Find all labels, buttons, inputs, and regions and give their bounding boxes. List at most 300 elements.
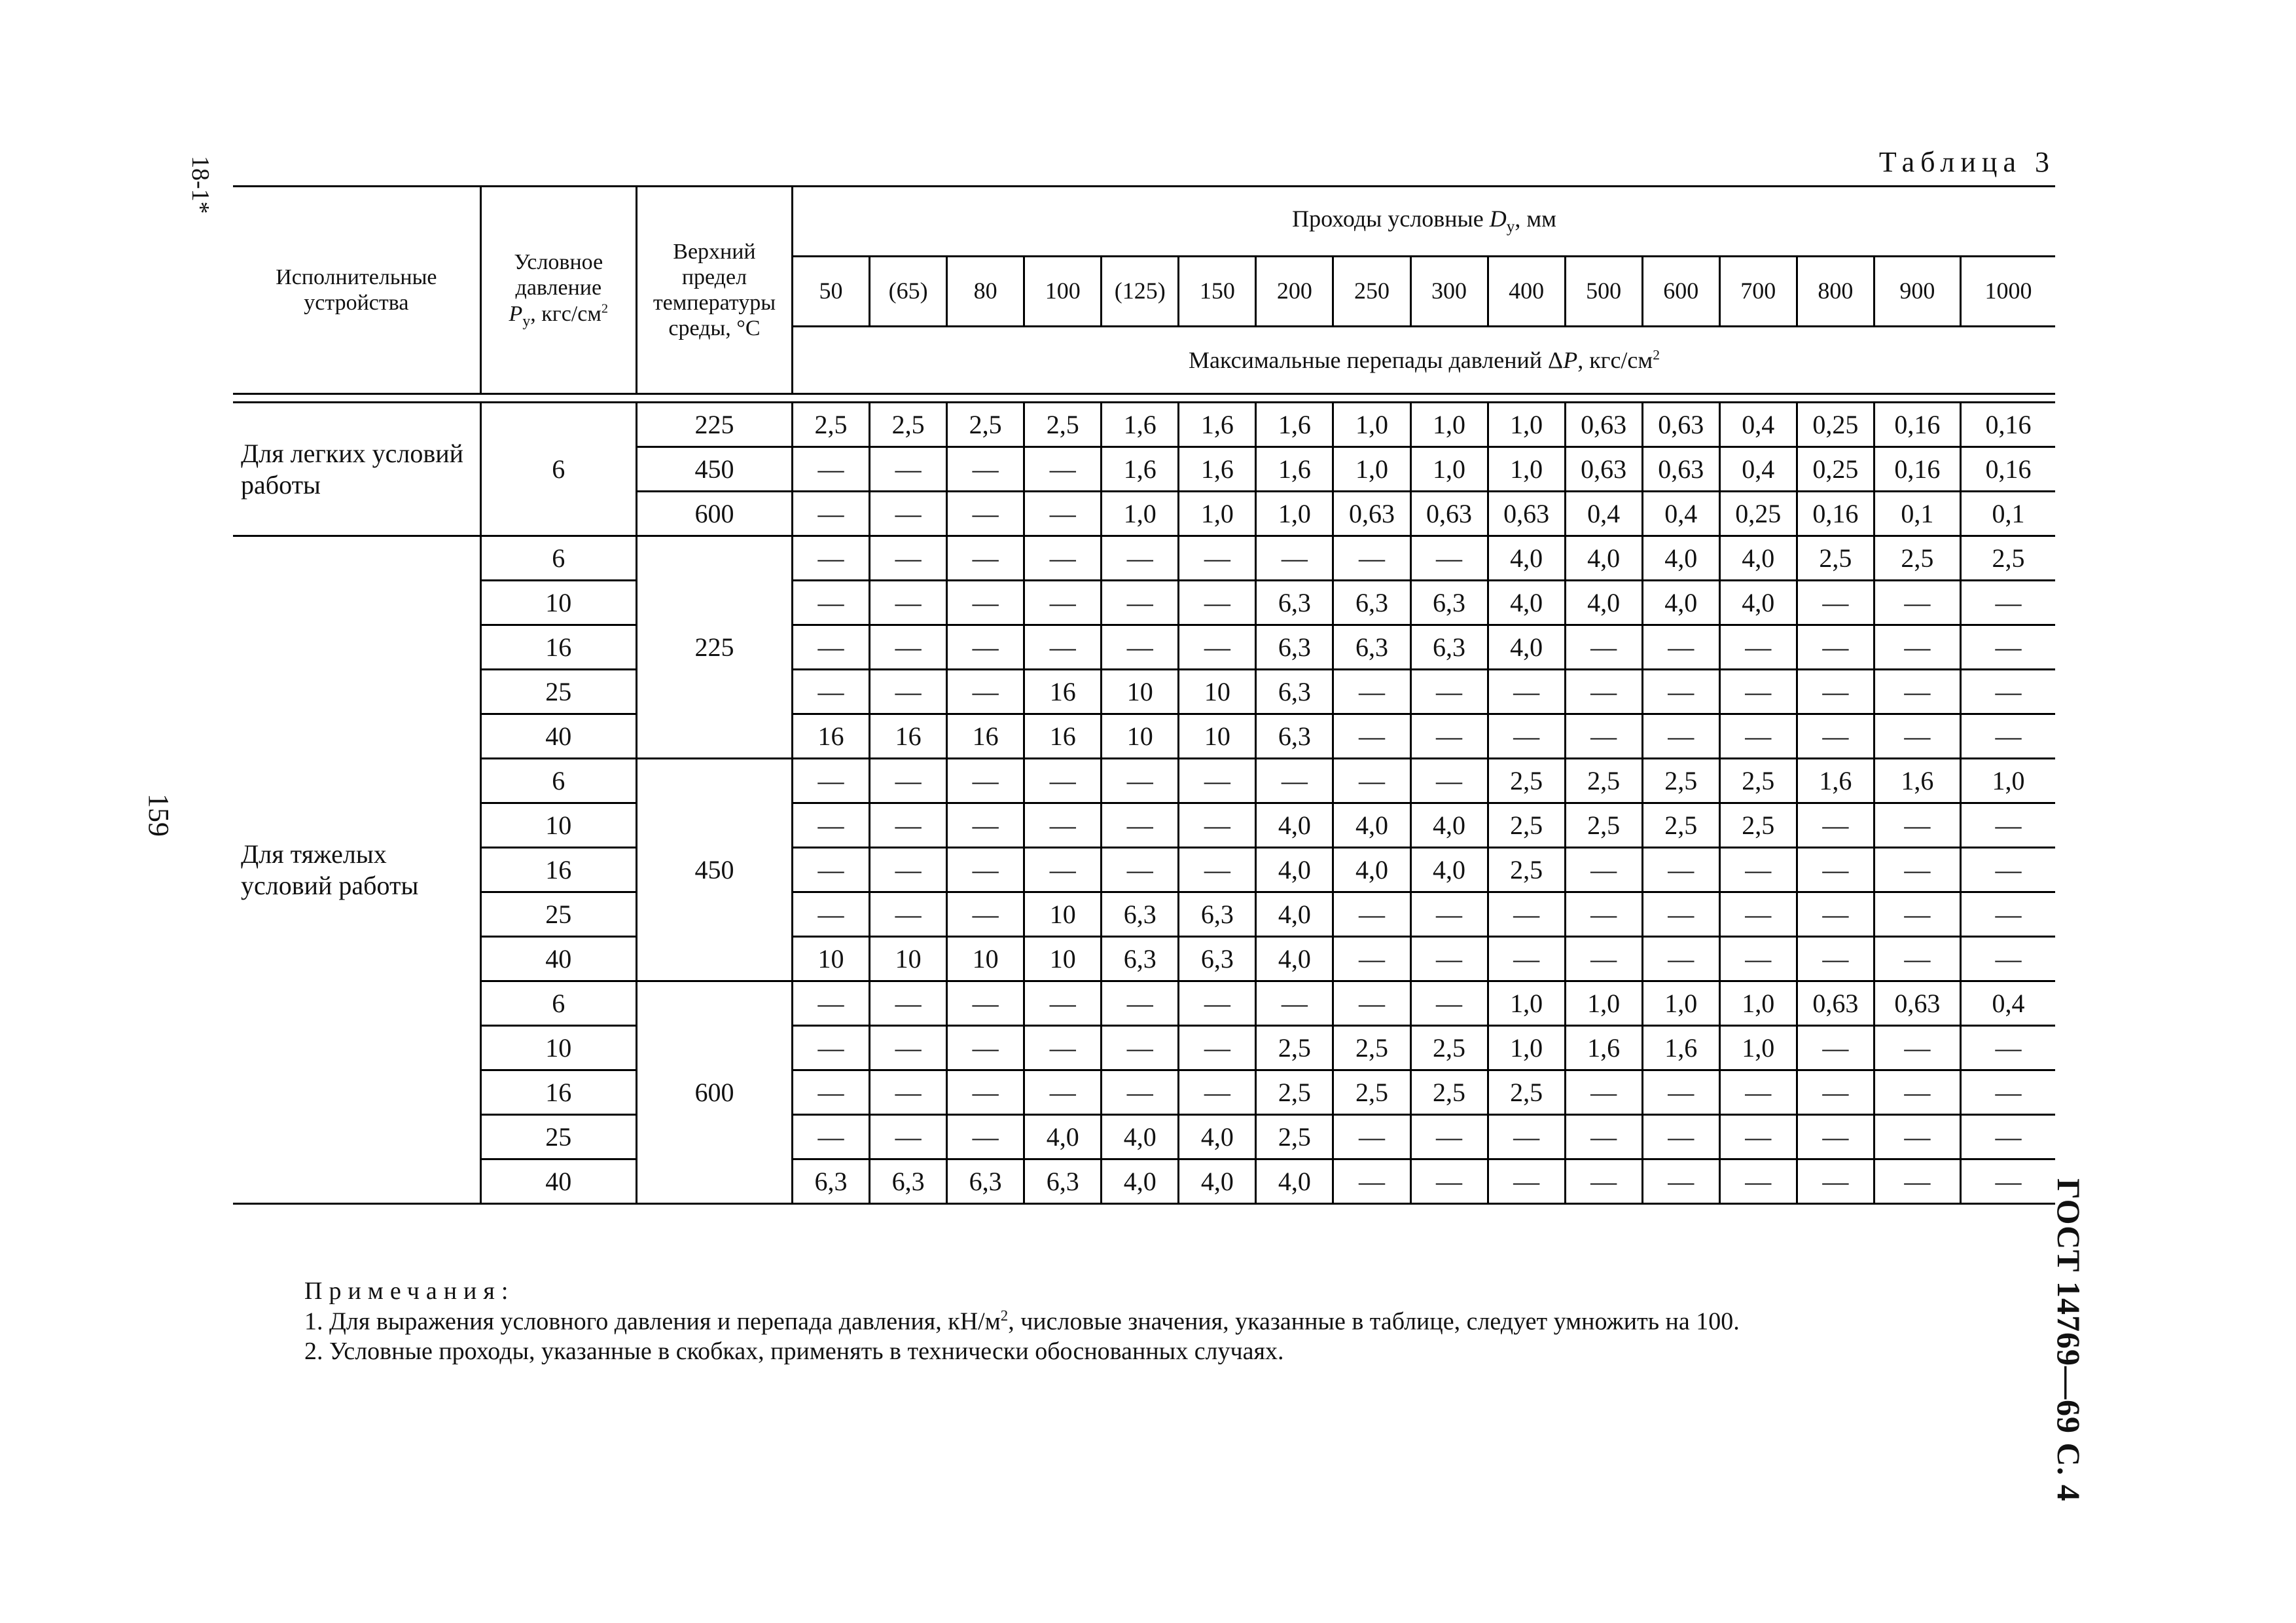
pressure-drop-value: —	[1565, 1115, 1642, 1159]
pressure-drop-value: 2,5	[1719, 759, 1797, 803]
pressure-drop-value: —	[1874, 848, 1960, 892]
pressure-drop-value: 1,6	[1565, 1026, 1642, 1070]
pressure-drop-value: 1,0	[1102, 492, 1179, 536]
table-body	[233, 403, 2055, 1204]
pressure-cell: 40	[480, 1159, 636, 1204]
pressure-drop-value: —	[947, 759, 1024, 803]
pressure-drop-value: 6,3	[1256, 625, 1333, 670]
pressure-drop-value: —	[1024, 536, 1102, 581]
sheet-mark: 18-1*	[187, 156, 214, 214]
pressure-drop-value: 4,0	[1410, 848, 1488, 892]
pressure-drop-value: —	[1024, 981, 1102, 1026]
dy-header-cell: 100	[1024, 257, 1102, 327]
pressure-drop-value: —	[947, 581, 1024, 625]
pressure-drop-value: 0,16	[1960, 447, 2055, 492]
pressure-drop-value: —	[1642, 1159, 1719, 1204]
pressure-drop-value: —	[1874, 670, 1960, 714]
pressure-drop-value: 4,0	[1410, 803, 1488, 848]
pressure-drop-value: —	[793, 1026, 870, 1070]
pressure-drop-value: —	[1874, 581, 1960, 625]
pressure-drop-value: —	[870, 536, 947, 581]
table-row	[233, 670, 2055, 714]
dy-header-cell: 80	[947, 257, 1024, 327]
pressure-cell: 25	[480, 670, 636, 714]
pressure-drop-value: 4,0	[1102, 1159, 1179, 1204]
pressure-drop-value: —	[1333, 981, 1410, 1026]
pressure-drop-value: —	[1797, 581, 1874, 625]
pressure-drop-value: —	[1333, 670, 1410, 714]
pressure-drop-value: 16	[947, 714, 1024, 759]
pressure-drop-value: —	[1179, 536, 1256, 581]
pressure-drop-value: —	[1642, 714, 1719, 759]
pressure-drop-value: —	[870, 1070, 947, 1115]
pressure-drop-value: —	[793, 625, 870, 670]
table-row	[233, 892, 2055, 937]
pressure-drop-value: —	[1102, 625, 1179, 670]
pressure-drop-value: 1,0	[1642, 981, 1719, 1026]
pressure-drop-value: —	[793, 848, 870, 892]
pressure-drop-value: —	[1102, 581, 1179, 625]
notes	[304, 1277, 1740, 1366]
table-row	[233, 848, 2055, 892]
header-pressure	[480, 187, 636, 394]
pressure-drop-value: —	[1960, 1026, 2055, 1070]
pressure-drop-value: 0,63	[1642, 447, 1719, 492]
pressure-drop-value: —	[870, 848, 947, 892]
pressure-drop-value: 0,63	[1333, 492, 1410, 536]
header-drops-unit: , кгс/см	[1577, 346, 1653, 373]
pressure-drop-value: 2,5	[1256, 1115, 1333, 1159]
pressure-drop-value: —	[1410, 1159, 1488, 1204]
pressure-drop-value: —	[1874, 1115, 1960, 1159]
pressure-drop-value: —	[870, 625, 947, 670]
note-2: 2. Условные проходы, указанные в скобках, применять в технически обоснованных случаях.	[304, 1337, 1284, 1365]
pressure-drop-value: —	[1102, 759, 1179, 803]
pressure-drop-value: 10	[1179, 670, 1256, 714]
pressure-drop-value: 6,3	[1179, 892, 1256, 937]
pressure-drop-value: —	[1960, 1159, 2055, 1204]
pressure-drop-value: —	[1488, 670, 1565, 714]
pressure-cell: 16	[480, 625, 636, 670]
header-device-text: Исполнительные устройства	[276, 264, 437, 315]
header-max-drops	[793, 327, 2055, 394]
note-1-suffix: , числовые значения, указанные в таблице, следует умножить на 100.	[1008, 1307, 1740, 1336]
pressure-drop-value: —	[1179, 625, 1256, 670]
pressure-drop-value: —	[1333, 937, 1410, 981]
pressure-drop-value: —	[1797, 937, 1874, 981]
pressure-drop-value: 4,0	[1642, 536, 1719, 581]
pressure-drop-value: —	[1333, 714, 1410, 759]
pressure-drop-value: —	[1642, 625, 1719, 670]
pressure-cell: 10	[480, 581, 636, 625]
pressure-drop-value: 0,63	[1642, 403, 1719, 447]
pressure-drop-value: 1,0	[1410, 447, 1488, 492]
pressure-drop-value: —	[793, 892, 870, 937]
table-row	[233, 1026, 2055, 1070]
pressure-drop-value: —	[1024, 1070, 1102, 1115]
pressure-drop-value: —	[1719, 625, 1797, 670]
pressure-drop-value: 2,5	[1488, 1070, 1565, 1115]
pressure-drop-value: —	[1024, 1026, 1102, 1070]
pressure-drop-value: —	[947, 981, 1024, 1026]
pressure-drop-value: 4,0	[1024, 1115, 1102, 1159]
pressure-drop-value: —	[1874, 892, 1960, 937]
header-passages-sub: у	[1506, 217, 1515, 236]
pressure-drop-value: 10	[1024, 937, 1102, 981]
header-temperature-text: Верхний предел температуры среды, °С	[653, 239, 776, 341]
pressure-drop-value: 4,0	[1256, 848, 1333, 892]
pressure-drop-value: —	[1410, 759, 1488, 803]
table-row	[233, 1115, 2055, 1159]
pressure-drop-value: 6,3	[1024, 1159, 1102, 1204]
notes-title: Примечания:	[304, 1277, 515, 1305]
pressure-drop-value: 1,0	[1488, 1026, 1565, 1070]
pressure-drop-value: —	[1333, 892, 1410, 937]
header-pressure-l1: Условное	[514, 250, 603, 275]
pressure-drop-value: —	[1719, 714, 1797, 759]
pressure-drop-value: —	[793, 447, 870, 492]
pressure-drop-value: —	[1179, 581, 1256, 625]
pressure-drop-value: 1,0	[1719, 1026, 1797, 1070]
pressure-drop-value: —	[1719, 670, 1797, 714]
pressure-drop-value: 1,6	[1102, 403, 1179, 447]
pressure-drop-value: 1,0	[1488, 447, 1565, 492]
pressure-drop-value: —	[947, 625, 1024, 670]
pressure-drop-value: —	[1565, 714, 1642, 759]
pressure-drop-value: 16	[1024, 714, 1102, 759]
pressure-drop-value: 1,0	[1333, 403, 1410, 447]
pressure-drop-value: —	[793, 1070, 870, 1115]
pressure-drop-value: —	[1960, 937, 2055, 981]
dy-header-cell: 50	[793, 257, 870, 327]
header-drops-sup: 2	[1653, 346, 1660, 363]
pressure-drop-value: 1,0	[1333, 447, 1410, 492]
pressure-drop-value: 0,25	[1797, 447, 1874, 492]
pressure-drop-value: —	[1719, 1070, 1797, 1115]
pressure-drop-value: 0,63	[1488, 492, 1565, 536]
pressure-cell: 10	[480, 803, 636, 848]
pressure-drop-value: —	[1642, 848, 1719, 892]
pressure-drop-value: —	[1960, 1115, 2055, 1159]
pressure-drop-value: 0,1	[1960, 492, 2055, 536]
dy-header-cell: 300	[1410, 257, 1488, 327]
pressure-drop-value: 1,6	[1179, 403, 1256, 447]
header-passages-unit: , мм	[1515, 205, 1556, 232]
pressure-drop-value: 2,5	[1719, 803, 1797, 848]
pressure-drop-value: 1,0	[1719, 981, 1797, 1026]
pressure-drop-value: 4,0	[1719, 581, 1797, 625]
pressure-drop-value: 4,0	[1488, 625, 1565, 670]
pressure-drop-value: —	[1797, 1159, 1874, 1204]
pressure-drop-value: 2,5	[1874, 536, 1960, 581]
pressure-drop-value: —	[793, 536, 870, 581]
pressure-drop-value: 0,25	[1719, 492, 1797, 536]
dy-header-cell: 800	[1797, 257, 1874, 327]
pressure-drop-value: —	[793, 581, 870, 625]
pressure-cell: 16	[480, 848, 636, 892]
pressure-drop-value: 0,63	[1874, 981, 1960, 1026]
pressure-drop-value: —	[1333, 536, 1410, 581]
pressure-drop-value: —	[870, 892, 947, 937]
table-caption: Таблица 3	[1878, 146, 2055, 178]
pressure-drop-value: —	[1179, 1070, 1256, 1115]
pressure-drop-value: 0,63	[1565, 447, 1642, 492]
pressure-drop-value: 6,3	[1179, 937, 1256, 981]
pressure-drop-value: —	[1256, 981, 1333, 1026]
pressure-drop-value: 0,16	[1874, 403, 1960, 447]
pressure-drop-value: —	[870, 981, 947, 1026]
table-row	[233, 625, 2055, 670]
pressure-drop-value: 6,3	[1410, 625, 1488, 670]
dy-header-cell: (125)	[1102, 257, 1179, 327]
pressure-drop-value: —	[1488, 892, 1565, 937]
header-passages-var: D	[1489, 205, 1507, 232]
pressure-drop-value: —	[1102, 536, 1179, 581]
pressure-drop-value: —	[793, 759, 870, 803]
pressure-drop-value: —	[1488, 937, 1565, 981]
pressure-drop-value: 4,0	[1333, 848, 1410, 892]
pressure-drop-value: 1,6	[1874, 759, 1960, 803]
table-row	[233, 581, 2055, 625]
pressure-drop-value: 2,5	[1488, 759, 1565, 803]
pressure-drop-value: 10	[793, 937, 870, 981]
pressure-drop-value: —	[1874, 937, 1960, 981]
pressure-drop-value: —	[1565, 1070, 1642, 1115]
dy-header-cell: 250	[1333, 257, 1410, 327]
pressure-cell: 40	[480, 937, 636, 981]
pressure-drop-value: 2,5	[1488, 803, 1565, 848]
pressure-drop-value: 6,3	[1256, 714, 1333, 759]
pressure-drop-value: 4,0	[1102, 1115, 1179, 1159]
pressure-drop-value: —	[1719, 848, 1797, 892]
pressure-drop-value: 1,6	[1102, 447, 1179, 492]
pressure-drop-value: —	[947, 892, 1024, 937]
pressure-drop-value: 2,5	[1410, 1026, 1488, 1070]
pressure-drop-value: —	[1256, 536, 1333, 581]
pressure-drop-value: —	[1960, 581, 2055, 625]
pressure-drop-value: —	[1179, 848, 1256, 892]
dy-header-cell: (65)	[870, 257, 947, 327]
pressure-drop-value: 2,5	[1642, 803, 1719, 848]
pressure-drop-value: —	[1102, 981, 1179, 1026]
pressure-drop-value: —	[1874, 803, 1960, 848]
temperature-cell: 450	[636, 759, 792, 981]
pressure-drop-value: 4,0	[1333, 803, 1410, 848]
pressure-drop-value: 2,5	[1960, 536, 2055, 581]
pressure-drop-value: —	[1797, 1115, 1874, 1159]
pressure-drop-value: 2,5	[1024, 403, 1102, 447]
pressure-drop-value: —	[1719, 892, 1797, 937]
pressure-drop-value: 2,5	[1333, 1070, 1410, 1115]
pressure-drop-value: 0,4	[1565, 492, 1642, 536]
pressure-drop-value: —	[1488, 714, 1565, 759]
pressure-drop-value: —	[1797, 848, 1874, 892]
pressure-drop-value: 16	[1024, 670, 1102, 714]
pressure-drop-value: 4,0	[1256, 803, 1333, 848]
pressure-cell: 10	[480, 1026, 636, 1070]
pressure-drop-value: —	[1719, 937, 1797, 981]
pressure-drop-value: 10	[1102, 714, 1179, 759]
pressure-drop-value: 6,3	[1410, 581, 1488, 625]
pressure-drop-value: 0,4	[1719, 447, 1797, 492]
pressure-drop-value: 0,16	[1797, 492, 1874, 536]
table-row	[233, 803, 2055, 848]
pressure-drop-value: —	[1960, 848, 2055, 892]
pressure-drop-value: 2,5	[1256, 1070, 1333, 1115]
dy-header-cell: 600	[1642, 257, 1719, 327]
pressure-drop-value: 0,63	[1410, 492, 1488, 536]
header-pressure-var: P	[509, 301, 523, 326]
pressure-cell: 40	[480, 714, 636, 759]
table-row	[233, 981, 2055, 1026]
pressure-drop-value: —	[1410, 714, 1488, 759]
pressure-drop-value: —	[1960, 625, 2055, 670]
pressure-drop-value: —	[1410, 937, 1488, 981]
pressure-drop-value: 4,0	[1256, 937, 1333, 981]
pressure-drop-value: 4,0	[1179, 1159, 1256, 1204]
header-drops-var: P	[1563, 346, 1578, 373]
pressure-drop-value: —	[1797, 892, 1874, 937]
pressure-drop-value: 0,25	[1797, 403, 1874, 447]
pressure-drop-value: —	[1960, 803, 2055, 848]
pressure-drop-value: —	[870, 670, 947, 714]
header-device	[233, 187, 480, 394]
standard-reference: ГОСТ 14769—69 С. 4	[2051, 1178, 2087, 1502]
pressure-drop-value: —	[793, 492, 870, 536]
pressure-drop-value: 2,5	[1565, 803, 1642, 848]
pressure-drop-value: 6,3	[793, 1159, 870, 1204]
pressure-drop-value: —	[1797, 803, 1874, 848]
pressure-drop-value: —	[1642, 670, 1719, 714]
pressure-drop-value: —	[1874, 1026, 1960, 1070]
pressure-cell: 25	[480, 892, 636, 937]
table-row	[233, 759, 2055, 803]
pressure-drop-value: —	[1874, 1159, 1960, 1204]
pressure-drop-value: —	[870, 492, 947, 536]
pressure-drop-value: —	[1102, 803, 1179, 848]
pressure-drop-value: 2,5	[1565, 759, 1642, 803]
pressure-drop-value: 1,6	[1256, 403, 1333, 447]
pressure-drop-value: —	[947, 670, 1024, 714]
pressure-drop-table	[233, 185, 2055, 1205]
pressure-drop-value: —	[1874, 625, 1960, 670]
pressure-drop-value: —	[1410, 1115, 1488, 1159]
pressure-drop-value: 4,0	[1565, 581, 1642, 625]
pressure-drop-value: 10	[1024, 892, 1102, 937]
pressure-drop-value: —	[1179, 759, 1256, 803]
pressure-drop-value: 0,16	[1960, 403, 2055, 447]
pressure-drop-value: 1,0	[1565, 981, 1642, 1026]
pressure-drop-value: —	[870, 581, 947, 625]
pressure-drop-value: 6,3	[870, 1159, 947, 1204]
pressure-drop-value: —	[793, 803, 870, 848]
pressure-drop-value: —	[1642, 1070, 1719, 1115]
pressure-drop-value: —	[1488, 1115, 1565, 1159]
pressure-drop-value: —	[1102, 1070, 1179, 1115]
pressure-drop-value: 1,0	[1256, 492, 1333, 536]
pressure-drop-value: 0,1	[1874, 492, 1960, 536]
pressure-drop-value: —	[1410, 981, 1488, 1026]
pressure-drop-value: —	[1488, 1159, 1565, 1204]
pressure-drop-value: 4,0	[1179, 1115, 1256, 1159]
pressure-drop-value: —	[1960, 714, 2055, 759]
pressure-drop-value: —	[1024, 492, 1102, 536]
pressure-drop-value: —	[1797, 1026, 1874, 1070]
pressure-drop-value: —	[1565, 1159, 1642, 1204]
pressure-drop-value: 4,0	[1488, 536, 1565, 581]
dy-header-cell: 900	[1874, 257, 1960, 327]
pressure-drop-value: —	[1333, 1115, 1410, 1159]
pressure-cell: 6	[480, 759, 636, 803]
pressure-drop-value: —	[1874, 1070, 1960, 1115]
pressure-drop-value: —	[947, 803, 1024, 848]
pressure-drop-value: 2,5	[1333, 1026, 1410, 1070]
pressure-drop-value: 0,4	[1960, 981, 2055, 1026]
pressure-drop-value: —	[1642, 937, 1719, 981]
pressure-drop-value: 0,63	[1797, 981, 1874, 1026]
pressure-drop-value: —	[1179, 1026, 1256, 1070]
header-separator	[233, 394, 2055, 403]
pressure-drop-value: 4,0	[1719, 536, 1797, 581]
pressure-drop-value: —	[1960, 670, 2055, 714]
pressure-drop-value: 4,0	[1256, 1159, 1333, 1204]
table-container	[233, 185, 2055, 1205]
pressure-drop-value: —	[1565, 625, 1642, 670]
pressure-drop-value: —	[870, 447, 947, 492]
pressure-drop-value: —	[1960, 1070, 2055, 1115]
pressure-drop-value: 1,0	[1410, 403, 1488, 447]
pressure-drop-value: —	[1179, 981, 1256, 1026]
table-row	[233, 403, 2055, 447]
pressure-drop-value: —	[1797, 1070, 1874, 1115]
pressure-drop-value: —	[1797, 625, 1874, 670]
pressure-drop-value: —	[793, 981, 870, 1026]
pressure-drop-value: 4,0	[1256, 892, 1333, 937]
note-1-sup: 2	[1000, 1307, 1009, 1324]
pressure-cell: 6	[480, 536, 636, 581]
pressure-drop-value: —	[947, 492, 1024, 536]
pressure-drop-value: 1,6	[1179, 447, 1256, 492]
pressure-drop-value: —	[1410, 670, 1488, 714]
pressure-drop-value: —	[1565, 670, 1642, 714]
pressure-drop-value: 2,5	[1797, 536, 1874, 581]
pressure-drop-value: 2,5	[947, 403, 1024, 447]
pressure-drop-value: —	[1565, 848, 1642, 892]
pressure-drop-value: —	[1960, 892, 2055, 937]
pressure-drop-value: —	[1024, 625, 1102, 670]
pressure-drop-value: 6,3	[1333, 625, 1410, 670]
header-pressure-unit: , кгс/см	[530, 301, 601, 326]
header-pressure-l2: давление	[515, 276, 602, 301]
header-pressure-sup: 2	[601, 301, 609, 316]
table-row	[233, 536, 2055, 581]
pressure-cell: 6	[480, 403, 636, 536]
pressure-drop-value: 1,6	[1256, 447, 1333, 492]
pressure-drop-value: —	[947, 1026, 1024, 1070]
table-row	[233, 1159, 2055, 1204]
pressure-drop-value: 2,5	[1256, 1026, 1333, 1070]
note-1	[304, 1307, 1740, 1337]
pressure-drop-value: —	[870, 759, 947, 803]
pressure-drop-value: 6,3	[1256, 581, 1333, 625]
pressure-drop-value: 0,16	[1874, 447, 1960, 492]
temperature-cell: 225	[636, 536, 792, 759]
pressure-drop-value: —	[870, 803, 947, 848]
pressure-drop-value: 16	[870, 714, 947, 759]
pressure-drop-value: 1,0	[1960, 759, 2055, 803]
pressure-drop-value: —	[1797, 714, 1874, 759]
pressure-drop-value: —	[870, 1115, 947, 1159]
